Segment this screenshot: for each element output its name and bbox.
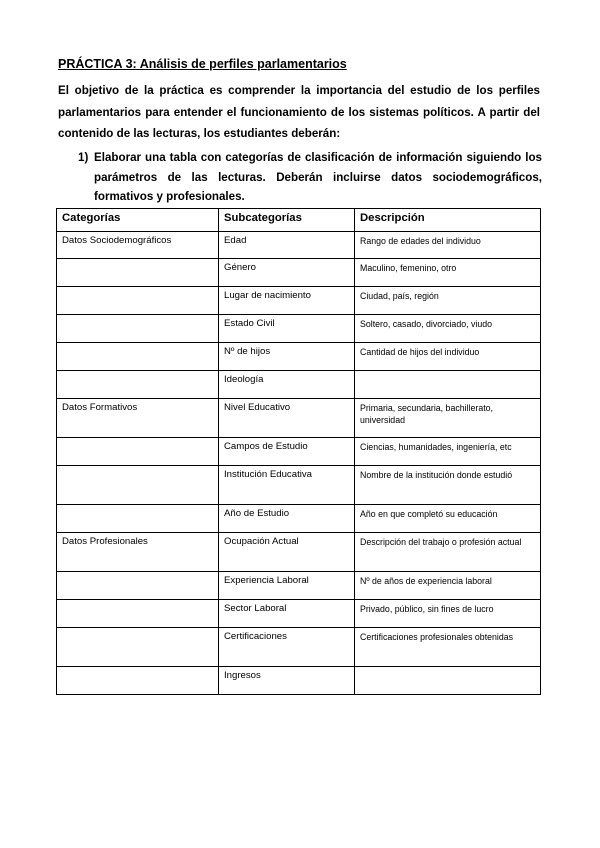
cell-subcategoria: Nº de hijos bbox=[219, 343, 355, 371]
item-number: 1) bbox=[78, 151, 89, 164]
cell-categoria bbox=[57, 371, 219, 399]
cell-categoria bbox=[57, 315, 219, 343]
table-row bbox=[57, 466, 541, 505]
table-row bbox=[57, 315, 541, 343]
cell-descripcion: Rango de edades del individuo bbox=[355, 232, 541, 259]
header-descripcion: Descripción bbox=[355, 209, 541, 232]
table-row bbox=[57, 600, 541, 628]
numbered-item bbox=[78, 148, 542, 207]
table-row bbox=[57, 399, 541, 438]
cell-descripcion: Maculino, femenino, otro bbox=[355, 259, 541, 287]
table-row bbox=[57, 667, 541, 695]
cell-subcategoria: Ingresos bbox=[219, 667, 355, 695]
header-categorias: Categorías bbox=[57, 209, 219, 232]
table-body bbox=[57, 232, 541, 695]
classification-table bbox=[56, 208, 541, 695]
header-subcategorias: Subcategorías bbox=[219, 209, 355, 232]
cell-subcategoria: Sector Laboral bbox=[219, 600, 355, 628]
table-row bbox=[57, 259, 541, 287]
cell-descripcion: Soltero, casado, divorciado, viudo bbox=[355, 315, 541, 343]
cell-subcategoria: Ocupación Actual bbox=[219, 533, 355, 572]
cell-categoria bbox=[57, 287, 219, 315]
cell-descripcion: Privado, público, sin fines de lucro bbox=[355, 600, 541, 628]
cell-subcategoria: Año de Estudio bbox=[219, 505, 355, 533]
cell-categoria bbox=[57, 343, 219, 371]
cell-descripcion: Nombre de la institución donde estudió bbox=[355, 466, 541, 505]
cell-descripcion: Certificaciones profesionales obtenidas bbox=[355, 628, 541, 667]
cell-subcategoria: Institución Educativa bbox=[219, 466, 355, 505]
cell-subcategoria: Nivel Educativo bbox=[219, 399, 355, 438]
cell-descripcion: Descripción del trabajo o profesión actual bbox=[355, 533, 541, 572]
cell-categoria: Datos Profesionales bbox=[57, 533, 219, 572]
cell-categoria: Datos Formativos bbox=[57, 399, 219, 438]
table-row bbox=[57, 628, 541, 667]
cell-descripcion: Nº de años de experiencia laboral bbox=[355, 572, 541, 600]
table-row bbox=[57, 533, 541, 572]
item-text: Elaborar una tabla con categorías de clasificación de información siguiendo los parámetros de las lecturas. Deberán incluirse datos sociodemográficos, formativos y profesionales. bbox=[94, 151, 542, 203]
cell-subcategoria: Certificaciones bbox=[219, 628, 355, 667]
cell-categoria bbox=[57, 505, 219, 533]
cell-subcategoria: Lugar de nacimiento bbox=[219, 287, 355, 315]
cell-categoria bbox=[57, 600, 219, 628]
cell-subcategoria: Edad bbox=[219, 232, 355, 259]
cell-descripcion: Primaria, secundaria, bachillerato, universidad bbox=[355, 399, 541, 438]
page-title: PRÁCTICA 3: Análisis de perfiles parlamentarios bbox=[58, 57, 347, 71]
cell-subcategoria: Experiencia Laboral bbox=[219, 572, 355, 600]
table-row bbox=[57, 371, 541, 399]
cell-descripcion: Ciencias, humanidades, ingeniería, etc bbox=[355, 438, 541, 466]
cell-subcategoria: Estado Civil bbox=[219, 315, 355, 343]
table-row bbox=[57, 438, 541, 466]
table-row bbox=[57, 505, 541, 533]
cell-descripcion: Cantidad de hijos del individuo bbox=[355, 343, 541, 371]
cell-descripcion bbox=[355, 371, 541, 399]
table-row bbox=[57, 343, 541, 371]
cell-categoria bbox=[57, 628, 219, 667]
cell-categoria bbox=[57, 667, 219, 695]
intro-paragraph: El objetivo de la práctica es comprender la importancia del estudio de los perfiles parlamentarios para entender el funcionamiento de los sistemas políticos. A partir del contenido de las lecturas, los estudiantes deberán: bbox=[58, 84, 540, 140]
cell-categoria bbox=[57, 438, 219, 466]
cell-categoria bbox=[57, 572, 219, 600]
table-row bbox=[57, 232, 541, 259]
cell-categoria bbox=[57, 466, 219, 505]
cell-categoria: Datos Sociodemográficos bbox=[57, 232, 219, 259]
table-header-row bbox=[57, 209, 541, 232]
cell-descripcion: Ciudad, país, región bbox=[355, 287, 541, 315]
cell-subcategoria: Ideología bbox=[219, 371, 355, 399]
cell-descripcion: Año en que completó su educación bbox=[355, 505, 541, 533]
table-row bbox=[57, 287, 541, 315]
cell-subcategoria: Campos de Estudio bbox=[219, 438, 355, 466]
cell-descripcion bbox=[355, 667, 541, 695]
table-row bbox=[57, 572, 541, 600]
cell-subcategoria: Género bbox=[219, 259, 355, 287]
cell-categoria bbox=[57, 259, 219, 287]
